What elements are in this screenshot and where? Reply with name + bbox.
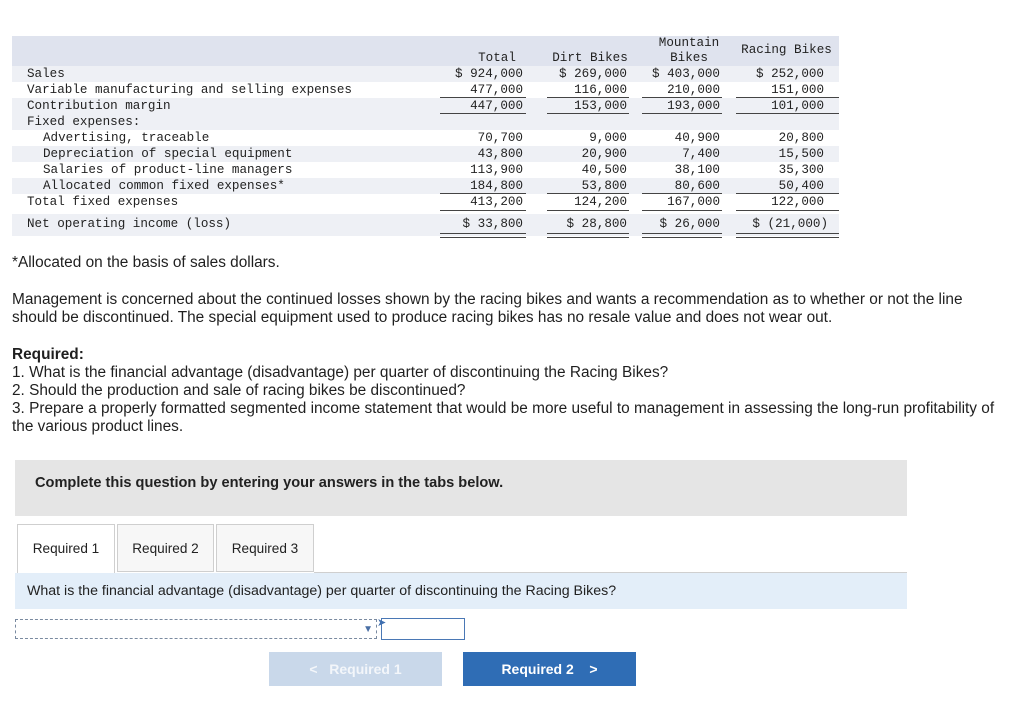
header-mountain-line2: Bikes bbox=[670, 51, 708, 65]
next-required-button[interactable] bbox=[463, 652, 636, 686]
underline bbox=[736, 113, 839, 114]
cell-racing: 151,000 bbox=[771, 83, 824, 97]
row-label-net-operating-income: Net operating income (loss) bbox=[27, 217, 232, 231]
cell-total: 43,800 bbox=[477, 147, 523, 161]
cell-racing: $ (21,000) bbox=[752, 217, 828, 231]
underline bbox=[642, 113, 722, 114]
cell-racing: 15,500 bbox=[778, 147, 824, 161]
required-heading: Required: bbox=[12, 346, 84, 363]
cell-total: 447,000 bbox=[470, 99, 523, 113]
cell-racing: 20,800 bbox=[778, 131, 824, 145]
cell-dirt: 116,000 bbox=[574, 83, 627, 97]
instructions-text: Complete this question by entering your answers in the tabs below. bbox=[35, 475, 504, 491]
row-label-total-fixed: Total fixed expenses bbox=[27, 195, 179, 209]
cell-total: 70,700 bbox=[477, 131, 523, 145]
underline bbox=[440, 113, 526, 114]
cell-total: $ 924,000 bbox=[454, 67, 523, 81]
cell-mountain: 193,000 bbox=[667, 99, 720, 113]
cell-dirt: 124,200 bbox=[574, 195, 627, 209]
question-text: What is the financial advantage (disadvantage) per quarter of discontinuing the Racing Bikes? bbox=[27, 583, 617, 599]
tab-required-1[interactable]: Required 1 bbox=[17, 524, 115, 573]
cell-mountain: 7,400 bbox=[682, 147, 720, 161]
prev-button-label: Required 1 bbox=[329, 661, 402, 677]
problem-text: Management is concerned about the continued losses shown by the racing bikes and wants a recommendation as to whether or not the line should be discontinued. The special equipment used to produce racing bikes has no resale value and does not wear out. bbox=[12, 291, 963, 326]
underline bbox=[440, 210, 526, 211]
dropdown-caret-icon: ▼ bbox=[363, 624, 373, 635]
cell-total: 477,000 bbox=[470, 83, 523, 97]
footnote bbox=[12, 254, 280, 272]
row-label-contribution-margin: Contribution margin bbox=[27, 99, 171, 113]
cell-mountain: 80,600 bbox=[674, 179, 720, 193]
double-underline bbox=[736, 233, 839, 238]
tab-required-3[interactable]: Required 3 bbox=[216, 524, 314, 572]
cell-mountain: $ 403,000 bbox=[651, 67, 720, 81]
cell-racing: 35,300 bbox=[778, 163, 824, 177]
cell-total: 113,900 bbox=[470, 163, 523, 177]
header-total: Total bbox=[478, 51, 516, 65]
chevron-left-icon: < bbox=[309, 661, 318, 677]
cell-total: 184,800 bbox=[470, 179, 523, 193]
row-label-sales: Sales bbox=[27, 67, 65, 81]
cell-mountain: 167,000 bbox=[667, 195, 720, 209]
required-item: 3. Prepare a properly formatted segmented income statement that would be more useful to management in assessing the long-run profitability of the various product lines. bbox=[12, 400, 995, 435]
cell-mountain: 40,900 bbox=[674, 131, 720, 145]
row-label-advertising: Advertising, traceable bbox=[43, 131, 210, 145]
cell-dirt: 20,900 bbox=[581, 147, 627, 161]
previous-required-button[interactable] bbox=[269, 652, 442, 686]
cell-racing: 50,400 bbox=[778, 179, 824, 193]
question-bar bbox=[15, 573, 907, 609]
problem-paragraph bbox=[12, 291, 1002, 327]
cell-racing: 122,000 bbox=[771, 195, 824, 209]
row-label-salaries: Salaries of product-line managers bbox=[43, 163, 293, 177]
double-underline bbox=[642, 233, 722, 238]
advantage-disadvantage-select[interactable] bbox=[15, 619, 377, 639]
row-label-variable-expenses: Variable manufacturing and selling expenses bbox=[27, 83, 352, 97]
required-section bbox=[12, 346, 1002, 436]
cell-total: $ 33,800 bbox=[462, 217, 523, 231]
row-label-fixed-expenses: Fixed expenses: bbox=[27, 115, 141, 129]
required-item: 2. Should the production and sale of racing bikes be discontinued? bbox=[12, 382, 466, 399]
cell-mountain: $ 26,000 bbox=[659, 217, 720, 231]
cell-dirt: 53,800 bbox=[581, 179, 627, 193]
row-label-allocated-common: Allocated common fixed expenses* bbox=[43, 179, 285, 193]
cell-dirt: 40,500 bbox=[581, 163, 627, 177]
cell-mountain: 38,100 bbox=[674, 163, 720, 177]
tab-required-2[interactable]: Required 2 bbox=[117, 524, 214, 572]
cell-dirt: $ 28,800 bbox=[566, 217, 627, 231]
cell-racing: $ 252,000 bbox=[755, 67, 824, 81]
underline bbox=[547, 210, 629, 211]
header-racing-bikes: Racing Bikes bbox=[741, 43, 832, 57]
underline bbox=[736, 210, 839, 211]
underline bbox=[547, 113, 629, 114]
amount-input[interactable] bbox=[377, 617, 465, 640]
input-marker-icon: ➤ bbox=[377, 617, 387, 629]
cell-racing: 101,000 bbox=[771, 99, 824, 113]
next-button-label: Required 2 bbox=[501, 661, 574, 677]
double-underline bbox=[440, 233, 526, 238]
cell-mountain: 210,000 bbox=[667, 83, 720, 97]
header-dirt-bikes: Dirt Bikes bbox=[552, 51, 628, 65]
cell-dirt: $ 269,000 bbox=[558, 67, 627, 81]
segmented-income-table bbox=[12, 36, 839, 236]
header-mountain-line1: Mountain bbox=[658, 36, 720, 50]
cell-dirt: 153,000 bbox=[574, 99, 627, 113]
required-item: 1. What is the financial advantage (disadvantage) per quarter of discontinuing the Racing Bikes? bbox=[12, 364, 669, 381]
chevron-right-icon: > bbox=[589, 661, 598, 677]
double-underline bbox=[547, 233, 629, 238]
footnote-text: *Allocated on the basis of sales dollars. bbox=[12, 254, 280, 271]
cell-dirt: 9,000 bbox=[589, 131, 627, 145]
cell-total: 413,200 bbox=[470, 195, 523, 209]
answer-instructions-panel bbox=[15, 460, 907, 516]
underline bbox=[642, 210, 722, 211]
row-label-depreciation: Depreciation of special equipment bbox=[43, 147, 293, 161]
